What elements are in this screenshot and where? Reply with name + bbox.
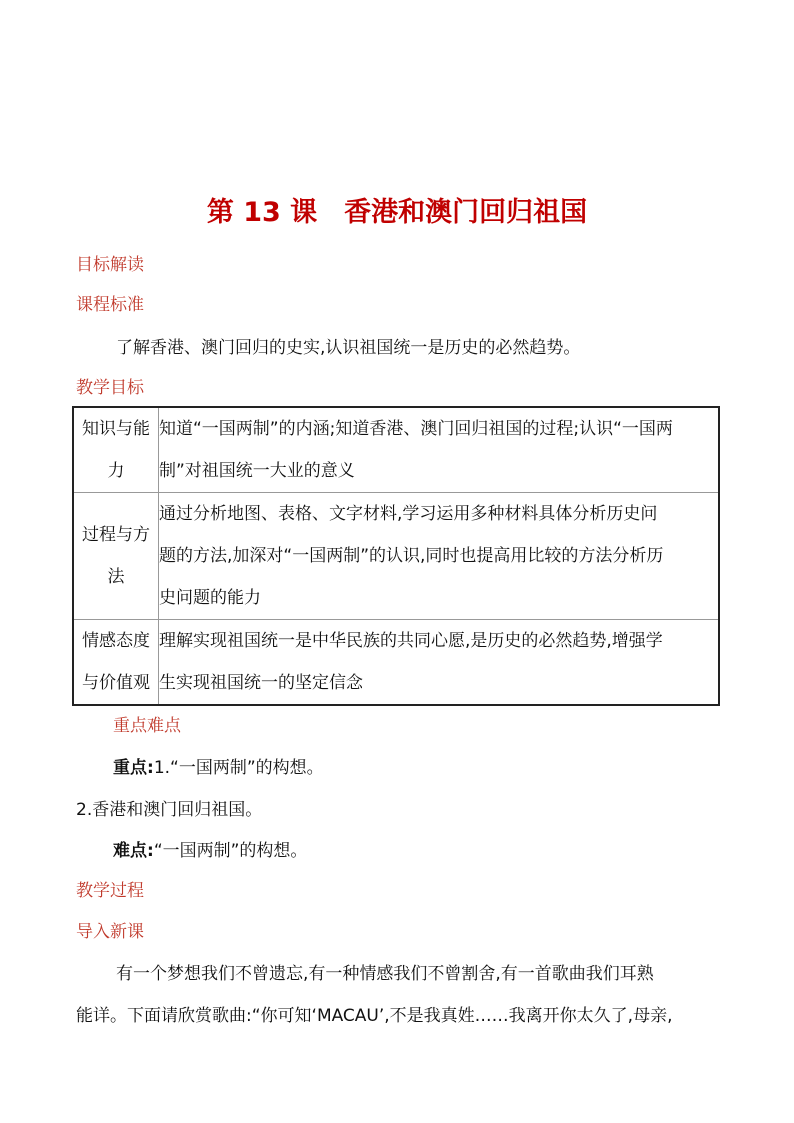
difficult-label: 难点: xyxy=(113,841,154,861)
goal-content-line: 生实现祖国统一的坚定信念 xyxy=(159,673,363,693)
goal-label xyxy=(73,493,159,620)
goal-label-line: 知识与能 xyxy=(82,419,150,439)
table-row xyxy=(73,620,719,706)
difficult-point: “一国两制”的构想。 xyxy=(153,841,308,861)
goal-label xyxy=(73,407,159,493)
table-row xyxy=(73,407,719,493)
section-teaching-goals: 教学目标 xyxy=(76,378,144,398)
goal-content-line: 知道“一国两制”的内涵;知道香港、澳门回归祖国的过程;认识“一国两 xyxy=(159,419,673,439)
page-title: 第 13 课 香港和澳门回归祖国 xyxy=(206,197,588,228)
key-point-1: 1.“一国两制”的构想。 xyxy=(153,758,324,778)
key-point-line xyxy=(113,754,324,782)
difficult-point-line xyxy=(113,837,307,865)
goal-content-line: 理解实现祖国统一是中华民族的共同心愿,是历史的必然趋势,增强学 xyxy=(159,631,663,651)
section-teaching-process: 教学过程 xyxy=(76,881,144,901)
goal-content xyxy=(159,407,720,493)
goal-label-line: 情感态度 xyxy=(82,631,150,651)
goal-content xyxy=(159,620,720,706)
section-key-difficult: 重点难点 xyxy=(113,716,181,736)
goal-content-line: 史问题的能力 xyxy=(159,588,261,608)
intro-line-1: 有一个梦想我们不曾遗忘,有一种情感我们不曾割舍,有一首歌曲我们耳熟 xyxy=(116,964,654,984)
goal-label-line: 与价值观 xyxy=(82,673,150,693)
goal-label-line: 力 xyxy=(107,461,125,481)
section-goal-reading: 目标解读 xyxy=(76,255,144,275)
key-point-2: 2.香港和澳门回归祖国。 xyxy=(76,800,263,820)
course-standard-text: 了解香港、澳门回归的史实,认识祖国统一是历史的必然趋势。 xyxy=(116,338,581,358)
goal-content-line: 题的方法,加深对“一国两制”的认识,同时也提高用比较的方法分析历 xyxy=(159,546,664,566)
goal-label xyxy=(73,620,159,706)
section-intro: 导入新课 xyxy=(76,922,144,942)
goal-label-line: 过程与方 xyxy=(82,525,150,545)
section-course-standard: 课程标准 xyxy=(76,295,144,315)
table-row xyxy=(73,493,719,620)
goal-content xyxy=(159,493,720,620)
goal-content-line: 通过分析地图、表格、文字材料,学习运用多种材料具体分析历史问 xyxy=(159,504,658,524)
key-label: 重点: xyxy=(113,758,154,778)
teaching-goals-table xyxy=(72,406,720,706)
goal-content-line: 制”对祖国统一大业的意义 xyxy=(159,461,355,481)
goal-label-line: 法 xyxy=(107,567,125,587)
intro-line-2: 能详。下面请欣赏歌曲:“你可知‘MACAU’,不是我真姓……我离开你太久了,母亲, xyxy=(76,1006,673,1026)
